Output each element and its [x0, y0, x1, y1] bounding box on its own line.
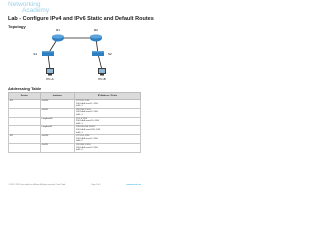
switch-s1-icon [42, 51, 54, 56]
address-line: 2001:db8:acad:2::1/64 [75, 111, 98, 114]
address-line: fe80::1 [75, 105, 83, 108]
label-pcb: PC-B [98, 77, 106, 81]
col-address-header: IP Address / Prefix [74, 93, 140, 100]
cell-addresses [74, 100, 140, 109]
label-s2: S2 [108, 52, 112, 56]
router-r2-icon [90, 35, 102, 42]
cell-device [9, 143, 41, 152]
label-pca: PC-A [46, 77, 54, 81]
cell-interface: G0/0/0 [40, 135, 74, 144]
col-interface-header: Interface [40, 93, 74, 100]
address-line: 172.16.1.1/24 [75, 100, 90, 102]
address-line: 2001:db8:acad:1::2/64 [75, 137, 98, 140]
address-line: 2001:db8:acad:2::2/64 [75, 146, 98, 149]
footer-copyright: © 2013 - 2020 Cisco and/or its affiliates. All rights reserved. Cisco Public [8, 184, 66, 186]
link-s1-pca [48, 54, 50, 70]
address-line: 172.16.1.2/24 [75, 135, 90, 138]
address-line: fe80::2 [75, 140, 83, 143]
address-line: 2001:db8:acad:209::1/64 [75, 128, 101, 131]
brand-logo [8, 2, 49, 14]
cell-device: R1 [9, 100, 41, 109]
table-row [9, 126, 141, 135]
cell-device [9, 117, 41, 126]
page-title: Lab - Configure IPv4 and IPv6 Static and Default Routes [8, 16, 154, 22]
label-s1: S1 [33, 52, 37, 56]
cell-device [9, 126, 41, 135]
cell-interface: G0/0/1 [40, 108, 74, 117]
addressing-table [8, 92, 141, 153]
table-header-row [9, 93, 141, 100]
table-row [9, 100, 141, 109]
address-line: 192.168.1.1/24 [75, 108, 91, 111]
cell-addresses [74, 108, 140, 117]
router-r1-icon [52, 35, 64, 42]
table-row [9, 117, 141, 126]
address-line: 2001:db8:acad:10::1/64 [75, 120, 99, 123]
address-line: 192.168.1.2/24 [75, 143, 91, 146]
col-device-header: Device [9, 93, 41, 100]
link-s2-pcb [98, 54, 102, 70]
table-row [9, 108, 141, 117]
footer-site-link[interactable]: www.netacad.com [126, 184, 141, 186]
address-line: fe80::1 [75, 122, 83, 125]
pc-a-icon [46, 68, 54, 76]
pc-b-icon [98, 68, 106, 76]
address-line: fe80::1 [75, 131, 83, 134]
cell-addresses [74, 117, 140, 126]
topology-diagram [28, 28, 123, 83]
label-r1: R1 [56, 28, 60, 32]
address-line: fe80::2 [75, 149, 83, 152]
cell-interface: Loopback0 [40, 117, 74, 126]
address-line: fe80::1 [75, 113, 83, 116]
cell-interface: Loopback1 [40, 126, 74, 135]
address-line: 10.1.0.1/24 [75, 117, 87, 120]
cell-interface: G0/0/0 [40, 100, 74, 109]
brand-line-2: Academy [22, 7, 50, 14]
table-row [9, 135, 141, 144]
cell-addresses [74, 135, 140, 144]
cell-addresses [74, 143, 140, 152]
cell-interface: G0/0/1 [40, 143, 74, 152]
cell-addresses [74, 126, 140, 135]
topology-heading: Topology [8, 24, 26, 29]
cell-device: R2 [9, 135, 41, 144]
address-line: 2001:db8:acad:1::1/64 [75, 102, 98, 105]
footer-page: Page 1 of 9 [91, 184, 101, 186]
cell-device [9, 108, 41, 117]
switch-s2-icon [92, 51, 104, 56]
page-footer [8, 184, 141, 186]
address-line: 209.165.200.225/27 [75, 126, 96, 129]
addressing-heading: Addressing Table [8, 86, 42, 91]
table-row [9, 143, 141, 152]
label-r2: R2 [94, 28, 98, 32]
brand-line-1: Networking [8, 1, 41, 8]
